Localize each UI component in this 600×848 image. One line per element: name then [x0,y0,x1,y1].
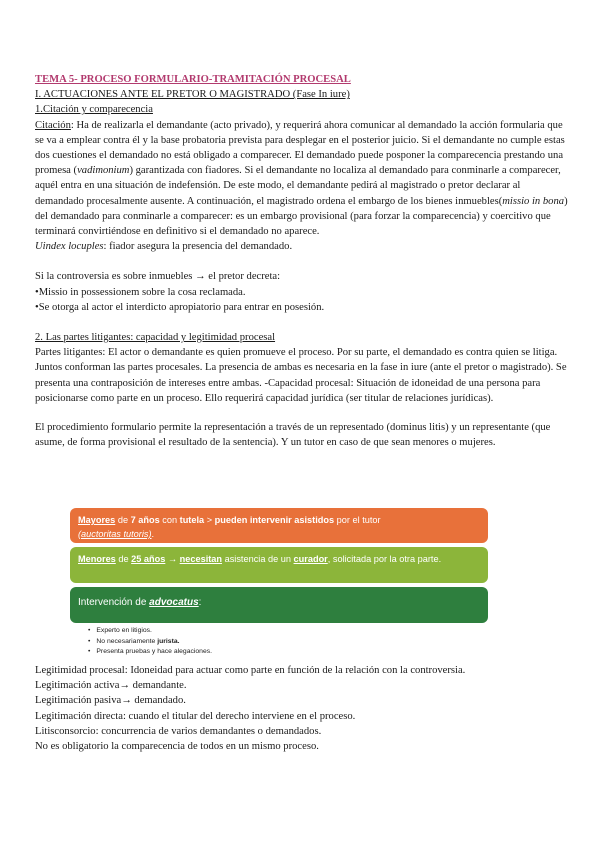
representacion-paragraph: El procedimiento formulario permite la representación a través de un representado (dominus litis) y un representante (que asume, de forma provisional el resultado de la sentencia). Y un tutor en caso de que sean menores o mujeres. [35,422,551,449]
subheading-partes: 2. Las partes litigantes: capacidad y legitimidad procesal [35,332,276,344]
citacion-text-c: ) del demandado para conminarle a comparecer: es un embargo provisional (para forzar la comparecencia) y coercitivo que terminará convirtiéndose en definitivo si el demandado no aparece. [35,195,568,238]
subheading-citacion: 1.Citación y comparecencia [35,104,153,116]
menores-box [70,547,488,583]
mayores-text-j: . [151,529,155,539]
section-heading-1: I. ACTUACIONES ANTE EL PRETOR O MAGISTRADO (Fase In iure) [35,89,350,101]
curador-term: curador [293,554,328,564]
legitimidad-line: Legitimidad procesal: Idoneidad para actuar como parte en función de la relación con la controversia. [35,665,466,676]
mayores-text-h: por el tutor [334,515,381,525]
advocatus-term: advocatus [149,597,199,608]
citacion-paragraph [35,118,570,240]
menores-age: 25 años [131,554,166,564]
bullet2-text: No necesariamente [96,637,158,645]
citacion-text-b: ) garantizada con fiadores. Si el demandante no localiza al demandado para conminarle a comparecer, aquél entra en una situación de indefensión. De este modo, el demandante pedirá al magistrado o pretor declarar al demandado procesalmente ausente. A continuación, el magistrado ordena el embargo de los bienes inmuebles( [35,165,561,207]
mayores-age: 7 años [130,515,160,525]
inmuebles-bullet-1: •Missio in possessionem sobre la cosa reclamada. [35,286,246,298]
advocatus-text-a: Intervención de [78,597,150,608]
menores-text-h: , solicitada por la otra parte. [327,554,442,564]
mayores-box [70,508,488,543]
tutela-term: tutela [179,515,205,525]
page-title: TEMA 5- PROCESO FORMULARIO-TRAMITACIÓN PROCESAL [35,74,351,85]
legitimacion-pasiva-line: Legitimación pasiva→ demandado. [35,695,186,707]
document-body [35,72,570,450]
mayores-term: Mayores [78,515,116,525]
inmuebles-intro: Si la controversia es sobre inmuebles → el pretor decreta: [35,271,281,283]
partes-paragraph: Partes litigantes: El actor o demandante es quien promueve el proceso. Por su parte, el demandado es contra quien se litiga. Juntos conforman las partes procesales. La presencia de ambas es necesaria en la fase in iure (ante el pretor o magistrado). Se presenta una contraposición de intereses entre ambas. -Capacidad procesal: Situación de idoneidad de una persona para posicionarse como parte en un proceso. Ello requerirá capacidad jurídica (ser titular de relaciones jurídicas). [35,347,567,404]
citacion-label: Citación [35,119,71,131]
mayores-arrow: > [204,515,215,525]
comparecencia-line: No es obligatorio la comparecencia de todos en un mismo proceso. [35,741,319,753]
auctoritas-term: (auctoritas tutoris) [78,529,152,539]
advocatus-bullet-1: • Experto en litigios. [88,626,212,637]
jurista-term: jurista. [157,637,180,645]
advocatus-bullet-3: • Presenta pruebas y hace alegaciones. [88,647,212,658]
legitimacion-activa-line: Legitimación activa→ demandante. [35,680,187,692]
menores-text-b: de [115,554,132,564]
inmuebles-bullet-2: •Se otorga al actor el interdicto apropiatorio para entrar en posesión. [35,301,325,313]
citacion-text-a: : Ha de realizarla el demandante (acto privado), y requerirá ahora comunicar al demandado la acción formularia que se va a emplear contra él y la base probatoria prevista para desplegar en el posterior juicio. Si el demandante no cumple estas dos cuestiones el demandado no está obligado a comparecer. El demandado puede posponer la comparecencia prestando una promesa ( [35,119,565,177]
mayores-text-d: con [159,515,180,525]
legitimacion-section [35,663,570,754]
menores-arrow: → [165,554,180,564]
vindex-line [35,239,570,254]
advocatus-bullets [88,626,212,658]
vadimonium-term: vadimonium [77,165,130,177]
vindex-label: Uindex locuples [35,241,104,253]
menores-term: Menores [78,554,116,564]
advocatus-colon: : [198,597,202,608]
mayores-text-g: pueden intervenir asistidos [214,515,335,525]
necesitan-term: necesitan [179,554,223,564]
litisconsorcio-line: Litisconsorcio: concurrencia de varios demandantes o demandados. [35,725,322,737]
missio-term: missio in bona [502,195,565,207]
legitimacion-directa-line: Legitimación directa: cuando el titular del derecho interviene en el proceso. [35,710,356,722]
mayores-text-b: de [115,515,131,525]
menores-text-f: asistencia de un [222,554,294,564]
advocatus-bullet-2 [88,637,212,648]
vindex-text: : fiador asegura la presencia del demandado. [103,241,293,253]
advocatus-box [70,587,488,623]
